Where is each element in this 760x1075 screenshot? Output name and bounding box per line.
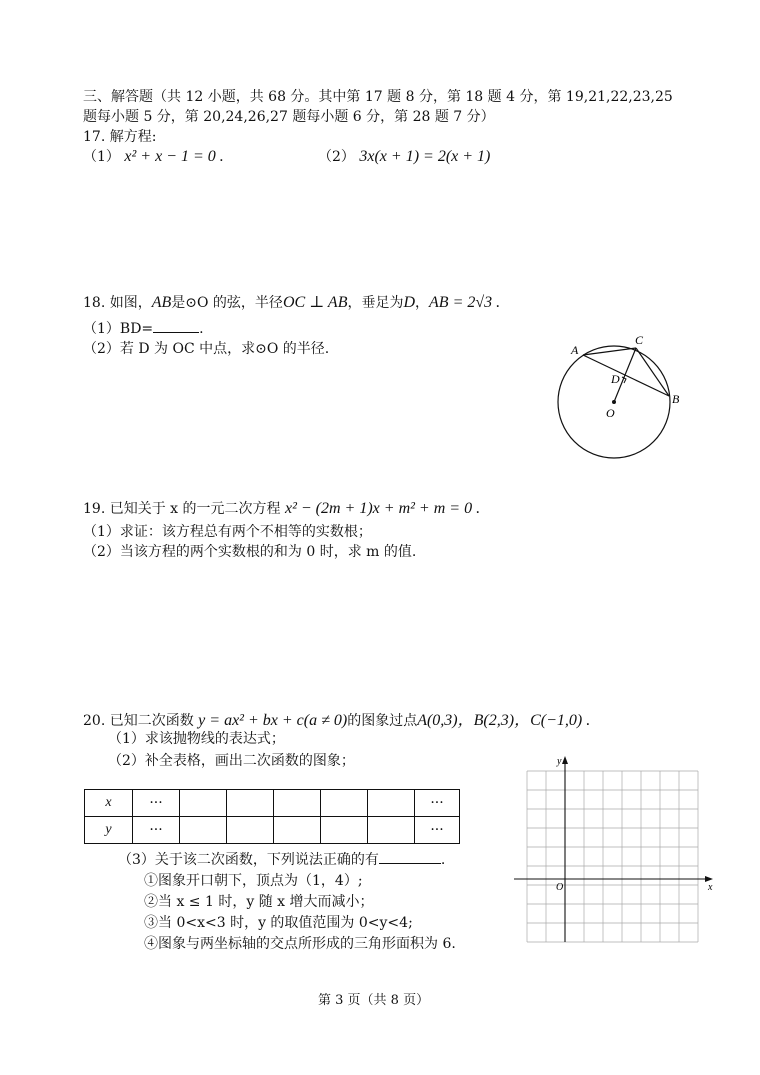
origin-label: O: [556, 882, 564, 893]
q18-condition: AB = 2√3 .: [429, 294, 501, 311]
label-a: A: [571, 343, 579, 357]
table-cell[interactable]: [274, 817, 321, 844]
x-axis-label: x: [708, 882, 713, 893]
q18-part1: [83, 318, 204, 338]
q17-part1-label: （1）: [83, 149, 120, 165]
q20-stem-text-b: 的图象过点: [347, 713, 418, 729]
q17-part2-equation: 3x(x + 1) = 2(x + 1): [359, 148, 491, 165]
q19-part1: （1）求证：该方程总有两个不相等的实数根；: [83, 524, 372, 540]
q20-points: A(0,3)，B(2,3)，C(−1,0) .: [417, 712, 591, 729]
q18-stem: [83, 292, 500, 312]
coordinate-grid: [508, 748, 720, 948]
q17-part1: [83, 146, 224, 166]
table-cell: ···: [415, 817, 460, 844]
option-2: ②当 x ≤ 1 时，y 随 x 增大而减小；: [144, 894, 374, 910]
table-row-x: [85, 790, 460, 817]
q17-part1-equation: x² + x − 1 = 0 .: [124, 148, 224, 165]
q18-stem-text-b: 是⊙O 的弦，半径: [171, 295, 283, 311]
q20-part1: （1）求该抛物线的表达式；: [108, 731, 285, 747]
q19-equation: x² − (2m + 1)x + m² + m = 0 .: [284, 500, 481, 517]
q18-ab: AB: [151, 294, 172, 311]
table-cell: ···: [415, 790, 460, 817]
y-axis-label: y: [557, 756, 562, 767]
table-cell: ···: [133, 817, 180, 844]
table-row-y: [85, 817, 460, 844]
table-cell[interactable]: [274, 790, 321, 817]
q19-stem: [83, 498, 480, 518]
q19-stem-text: 19. 已知关于 x 的一元二次方程: [83, 501, 281, 517]
q20-part3-label: （3）关于该二次函数，下列说法正确的有: [118, 852, 379, 868]
answer-blank[interactable]: [153, 332, 199, 333]
q20-function: y = ax² + bx + c(a ≠ 0): [198, 712, 348, 729]
q20-part3: [118, 849, 445, 869]
q18-d: D: [403, 294, 416, 311]
q18-stem-text-a: 18. 如图，: [83, 295, 152, 311]
page-footer: 第 3 页（共 8 页）: [318, 993, 430, 1008]
table-cell[interactable]: [227, 817, 274, 844]
value-table: [84, 789, 460, 844]
table-cell: ···: [133, 790, 180, 817]
label-d: D: [611, 372, 620, 386]
section-heading-line1: 三、解答题（共 12 小题，共 68 分。其中第 17 题 8 分，第 18 题 4 分，第 19,21,22,23,25: [83, 89, 673, 105]
q18-part1-label: （1）BD=: [83, 321, 154, 337]
circle-figure: [545, 330, 695, 470]
q19-part2: （2）当该方程的两个实数根的和为 0 时，求 m 的值.: [83, 544, 417, 560]
table-cell[interactable]: [368, 790, 415, 817]
row-label-x: x: [85, 790, 133, 817]
q20-part3-end: .: [440, 852, 446, 868]
q18-part1-end: .: [199, 321, 204, 337]
option-1: ①图象开口朝下，顶点为（1，4）;: [144, 873, 363, 889]
q17-stem: 17. 解方程:: [83, 129, 157, 145]
q18-oc-perp-ab: OC ⊥ AB: [282, 294, 348, 311]
table-cell[interactable]: [321, 790, 368, 817]
label-c: C: [635, 333, 644, 347]
chord-ab: [583, 355, 669, 396]
option-3: ③当 0<x<3 时，y 的取值范围为 0<y<4;: [144, 915, 413, 931]
table-cell[interactable]: [180, 790, 227, 817]
center-point: [612, 400, 616, 404]
option-4: ④图象与两坐标轴的交点所形成的三角形面积为 6.: [144, 936, 456, 952]
row-label-y: y: [85, 817, 133, 844]
q18-part2: （2）若 D 为 OC 中点，求⊙O 的半径.: [83, 341, 330, 357]
label-o: O: [606, 406, 615, 420]
section-heading-line2: 题每小题 5 分，第 20,24,26,27 题每小题 6 分，第 28 题 7 分）: [83, 109, 495, 125]
label-b: B: [672, 392, 680, 406]
table-cell[interactable]: [180, 817, 227, 844]
segment-cb: [636, 348, 669, 396]
q17-part2-label: （2）: [318, 149, 355, 165]
q17-part2: [318, 146, 490, 166]
q18-stem-text-d: ，: [415, 295, 430, 311]
y-axis-arrow-icon: [562, 756, 568, 764]
q18-stem-text-c: ，垂足为: [347, 295, 404, 311]
table-cell[interactable]: [227, 790, 274, 817]
q20-stem-text-a: 20. 已知二次函数: [83, 713, 194, 729]
table-cell[interactable]: [321, 817, 368, 844]
q20-stem: [83, 707, 590, 730]
grid-lines: [527, 771, 698, 942]
q20-part2: （2）补全表格，画出二次函数的图象；: [108, 753, 355, 769]
table-cell[interactable]: [368, 817, 415, 844]
answer-blank[interactable]: [379, 863, 441, 864]
